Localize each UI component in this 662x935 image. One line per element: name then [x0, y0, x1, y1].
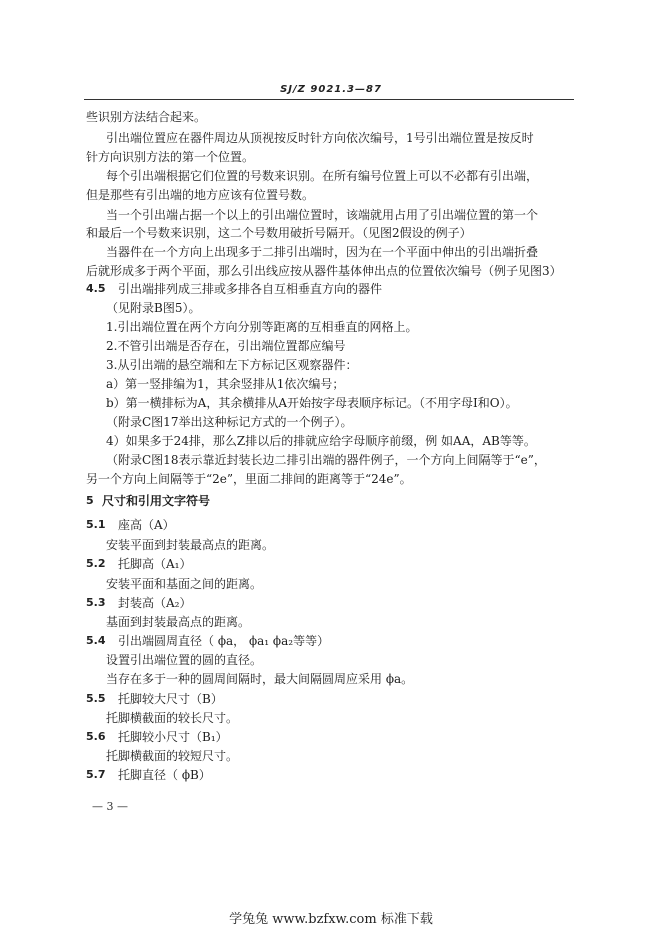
section-number: 5.7 [86, 768, 106, 781]
definition-text: 托脚横截面的较长尺寸。 [106, 711, 239, 725]
definition-text: 当存在多于一种的圆周间隔时，最大间隔圆周应采用 ϕa。 [106, 672, 414, 686]
section-title: 尺寸和引用文字符号 [102, 494, 211, 508]
paragraph-line: 当一个引出端占据一个以上的引出端位置时，该端就用占用了引出端位置的第一个 [106, 208, 539, 222]
definition-text: 安装平面到封装最高点的距离。 [106, 538, 275, 552]
section-title: 座高（A） [118, 518, 175, 532]
definition-text: 托脚横截面的较短尺寸。 [106, 749, 239, 763]
list-item: 4）如果多于24排，那么Z排以后的排就应给字母顺序前缀，例 如AA，AB等等。 [106, 434, 536, 448]
watermark-footer: 学兔兔 www.bzfxw.com 标准下载 [229, 912, 433, 927]
list-item: （附录C图17举出这种标记方式的一个例子）。 [106, 415, 353, 429]
paragraph-line: 引出端位置应在器件周边从顶视按反时针方向依次编号，1号引出端位置是按反时 [106, 131, 534, 145]
section-title: 托脚直径（ ϕB） [118, 768, 211, 782]
paragraph-line: 针方向识别方法的第一个位置。 [86, 150, 255, 164]
section-number: 5.6 [86, 730, 106, 743]
section-title: 托脚较小尺寸（B₁） [118, 730, 228, 744]
standard-code-header: SJ/Z 9021.3—87 [280, 84, 382, 95]
section-number: 4.5 [86, 282, 106, 295]
section-number: 5.2 [86, 557, 106, 570]
paragraph-line: 后就形成多于两个平面，那么引出线应按从器件基体伸出点的位置依次编号（例子见图3） [86, 264, 562, 278]
list-item: 2.不管引出端是否存在，引出端位置都应编号 [106, 339, 346, 353]
page-number: — 3 — [92, 800, 128, 813]
section-number: 5.5 [86, 692, 106, 705]
definition-text: 基面到封装最高点的距离。 [106, 615, 251, 629]
header-rule [84, 99, 574, 100]
section-title: 托脚高（A₁） [118, 557, 192, 571]
section-number: 5.1 [86, 518, 106, 531]
section-title: 封装高（A₂） [118, 596, 192, 610]
list-item: 1.引出端位置在两个方向分别等距离的互相垂直的网格上。 [106, 320, 418, 334]
section-number: 5.3 [86, 596, 106, 609]
list-item: a）第一竖排编为1，其余竖排从1依次编号； [106, 377, 345, 391]
section-number: 5 [86, 494, 94, 507]
paragraph-line: 和最后一个号数来识别，这二个号数用破折号隔开。（见图2假设的例子） [86, 226, 472, 240]
definition-text: 安装平面和基面之间的距离。 [106, 577, 263, 591]
list-item: 3.从引出端的悬空端和左下方标记区观察器件： [106, 358, 358, 372]
paragraph-line: 但是那些有引出端的地方应该有位置号数。 [86, 188, 315, 202]
section-title: 托脚较大尺寸（B） [118, 692, 223, 706]
list-item: b）第一横排标为A，其余横排从A开始按字母表顺序标记。（不用字母I和O）。 [106, 396, 518, 410]
paragraph-line: 每个引出端根据它们位置的号数来识别。在所有编号位置上可以不必都有引出端， [106, 169, 539, 183]
note-line: （附录C图18表示靠近封装长边二排引出端的器件例子，一个方向上间隔等于“e”， [106, 453, 546, 467]
paragraph-line: 当器件在一个方向上出现多于二排引出端时，因为在一个平面中伸出的引出端折叠 [106, 245, 539, 259]
paragraph-line: 些识别方法结合起来。 [86, 110, 207, 124]
section-title: 引出端圆周直径（ ϕa， ϕa₁ ϕa₂等等） [118, 634, 330, 648]
definition-text: 设置引出端位置的圆的直径。 [106, 653, 263, 667]
section-title: 引出端排列成三排或多排各自互相垂直方向的器件 [118, 282, 383, 296]
section-number: 5.4 [86, 634, 106, 647]
paragraph-line: （见附录B图5）。 [106, 301, 201, 315]
note-line: 另一个方向上间隔等于“2e”，里面二排间的距离等于“24e”。 [86, 472, 412, 486]
